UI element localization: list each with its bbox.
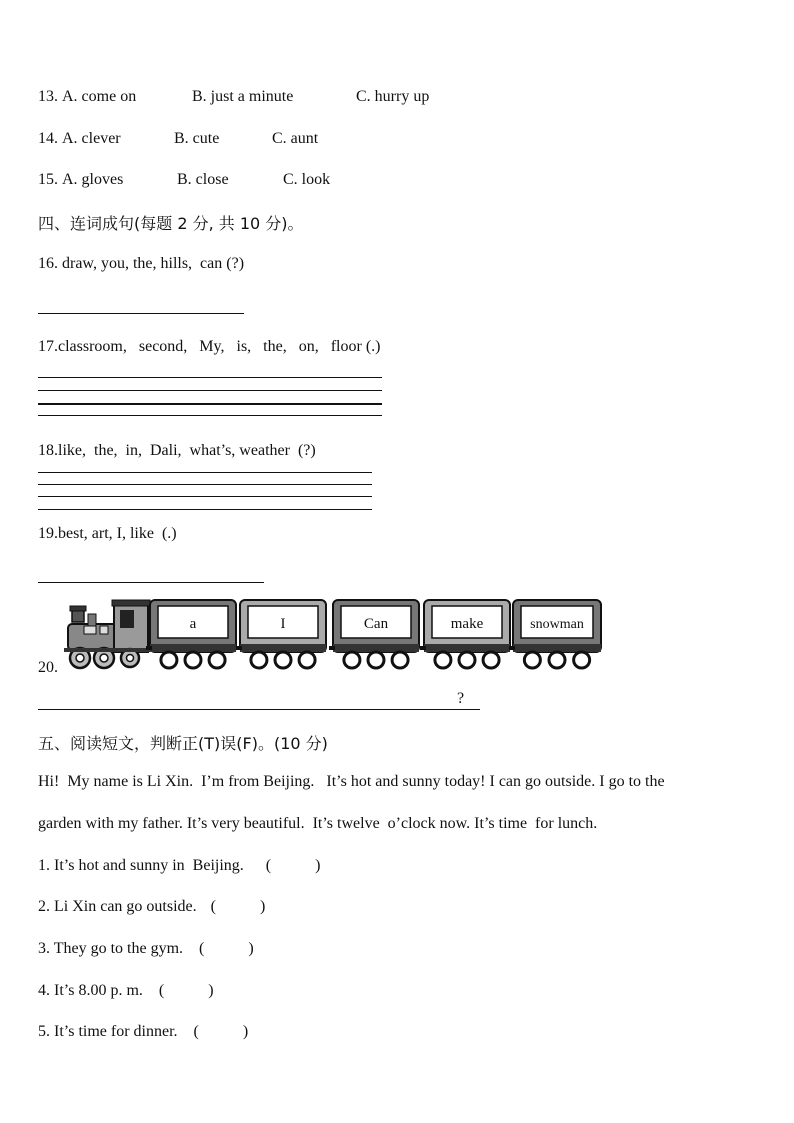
answer-line-18-d[interactable] (38, 509, 372, 510)
answer-line-20[interactable] (38, 709, 480, 710)
q13-option-c: C. hurry up (356, 88, 430, 105)
tf-item-1 (38, 857, 320, 875)
q14-option-b: B. cute (174, 130, 220, 147)
tf-item-3 (38, 940, 254, 958)
tf-item-5-text: 5. It’s time for dinner. (38, 1023, 178, 1040)
carriage-word: snowman (530, 617, 584, 632)
q13-number: 13. (38, 88, 58, 105)
q20-number: 20. (38, 659, 58, 676)
train-carriage (236, 600, 326, 668)
train-carriage (509, 600, 601, 668)
carriage-word: a (189, 616, 197, 632)
passage-line-2: garden with my father. It’s very beautiful. It’s twelve o’clock now. It’s time for lunch. (38, 815, 598, 832)
q14-option-a: A. clever (62, 130, 121, 147)
tf-item-2-answer-box[interactable]: ( ) (210, 898, 266, 915)
tf-item-1-text: 1. It’s hot and sunny in Beijing. (38, 857, 244, 874)
q14-option-c: C. aunt (272, 130, 319, 147)
section-5-heading: 五、阅读短文，判断正(T)误(F)。(10 分) (38, 734, 328, 753)
q14-number: 14. (38, 130, 58, 147)
tf-item-4-text: 4. It’s 8.00 p. m. (38, 982, 143, 999)
tf-item-4-answer-box[interactable]: ( ) (158, 982, 214, 999)
carriage-word: I (280, 616, 286, 632)
train-carriage (329, 600, 419, 668)
answer-line-17-c[interactable] (38, 403, 382, 405)
train-carriage (146, 600, 236, 668)
tf-item-2-text: 2. Li Xin can go outside. (38, 898, 197, 915)
q15-option-a: A. gloves (62, 171, 124, 188)
answer-line-19[interactable] (38, 582, 264, 583)
tf-item-1-answer-box[interactable]: ( ) (265, 857, 321, 874)
tf-item-2 (38, 898, 265, 916)
tf-item-3-answer-box[interactable]: ( ) (199, 940, 254, 957)
locomotive-icon (64, 600, 150, 668)
q13-option-b: B. just a minute (192, 88, 294, 105)
sentence-17-prompt: 17.classroom, second, My, is, the, on, floor (.) (38, 338, 381, 355)
tf-item-3-text: 3. They go to the gym. (38, 940, 184, 957)
section-4-heading: 四、连词成句(每题 2 分, 共 10 分)。 (38, 214, 304, 233)
answer-line-16[interactable] (38, 313, 244, 314)
sentence-18-prompt: 18.like, the, in, Dali, what’s, weather (?) (38, 442, 316, 459)
passage-line-1: Hi! My name is Li Xin. I’m from Beijing. It’s hot and sunny today! I can go outside. I go to the (38, 773, 665, 790)
sentence-19-prompt: 19.best, art, I, like (.) (38, 525, 177, 542)
tf-item-5-answer-box[interactable]: ( ) (193, 1023, 249, 1040)
train-carriage (420, 600, 510, 668)
q20-end-mark: ? (457, 690, 465, 707)
sentence-16-prompt: 16. draw, you, the, hills, can (?) (38, 255, 245, 272)
answer-line-17-a[interactable] (38, 377, 382, 378)
answer-line-18-a[interactable] (38, 472, 372, 473)
q15-option-b: B. close (177, 171, 229, 188)
carriage-word: Can (363, 616, 389, 632)
q15-number: 15. (38, 171, 58, 188)
answer-line-17-d[interactable] (38, 415, 382, 416)
answer-line-18-b[interactable] (38, 484, 372, 485)
answer-line-17-b[interactable] (38, 390, 382, 391)
train-illustration (64, 596, 604, 672)
tf-item-4 (38, 982, 214, 1000)
tf-item-5 (38, 1023, 248, 1041)
q13-option-a: A. come on (62, 88, 137, 105)
carriage-word: make (450, 616, 484, 632)
answer-line-18-c[interactable] (38, 496, 372, 497)
q15-option-c: C. look (283, 171, 331, 188)
